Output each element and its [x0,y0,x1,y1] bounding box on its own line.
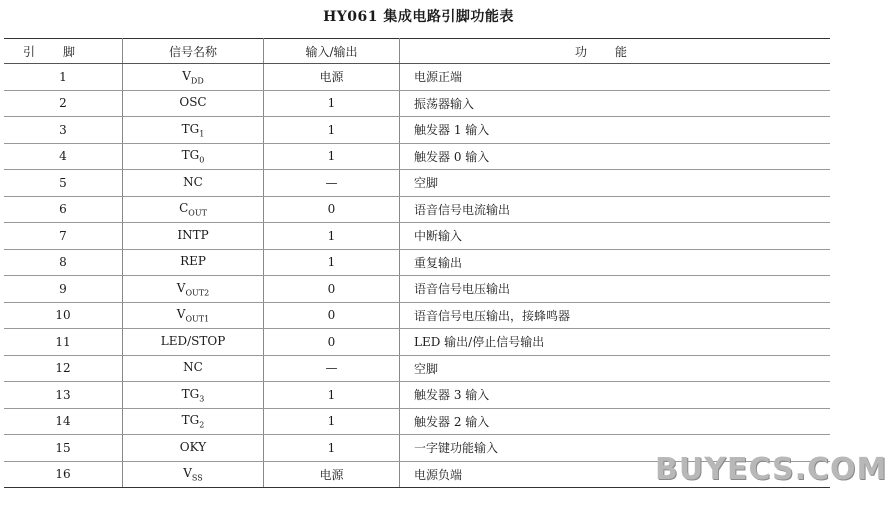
io-direction: 0 [264,329,400,356]
header-io: 输入/输出 [264,39,400,64]
signal-symbol: OSC [179,95,207,110]
pin-number: 15 [4,435,123,462]
table-row [4,196,830,223]
signal-name [123,355,264,382]
pin-function: 一字键功能输入 [400,435,831,462]
io-direction: 1 [264,90,400,117]
table-row [4,90,830,117]
signal-name [123,170,264,197]
io-direction: 1 [264,382,400,409]
pin-function: 电源正端 [400,64,831,91]
signal-name [123,382,264,409]
io-direction: — [264,355,400,382]
io-direction: 0 [264,276,400,303]
pin-function: 触发器 3 输入 [400,382,831,409]
pin-number: 13 [4,382,123,409]
pin-function: LED 输出/停止信号输出 [400,329,831,356]
pin-function: 重复输出 [400,249,831,276]
io-direction: 1 [264,143,400,170]
table-row [4,329,830,356]
pin-function: 空脚 [400,170,831,197]
signal-name [123,64,264,91]
pin-function: 振荡器输入 [400,90,831,117]
pin-function: 电源负端 [400,461,831,488]
pin-number: 6 [4,196,123,223]
table-row [4,302,830,329]
pin-function: 中断输入 [400,223,831,250]
io-direction: 0 [264,196,400,223]
table-row [4,276,830,303]
signal-name [123,408,264,435]
io-direction: — [264,170,400,197]
table-header-row [4,39,830,64]
pin-function: 触发器 2 输入 [400,408,831,435]
io-direction: 1 [264,117,400,144]
table-row [4,355,830,382]
pin-function: 触发器 0 输入 [400,143,831,170]
table-title: HY061 集成电路引脚功能表 [323,9,514,25]
table-row [4,382,830,409]
signal-symbol: TG [181,148,200,163]
signal-symbol: TG [181,121,200,136]
signal-symbol: V [182,68,191,83]
signal-symbol: V [176,280,186,295]
pin-number: 9 [4,276,123,303]
signal-symbol: NC [183,360,203,375]
pin-number: 16 [4,461,123,488]
signal-name [123,329,264,356]
io-direction: 1 [264,249,400,276]
signal-symbol: OKY [179,439,207,454]
table-row [4,249,830,276]
pin-function: 语音信号电流输出 [400,196,831,223]
pin-number: 10 [4,302,123,329]
io-direction: 1 [264,223,400,250]
signal-name [123,90,264,117]
signal-subscript: 0 [199,155,205,165]
table-row [4,117,830,144]
header-pin: 引脚 [4,39,123,64]
pin-number: 1 [4,64,123,91]
pin-function: 语音信号电压输出，接蜂鸣器 [400,302,831,329]
pin-number: 5 [4,170,123,197]
header-function: 功能 [400,39,831,64]
io-direction: 电源 [264,461,400,488]
pin-function: 语音信号电压输出 [400,276,831,303]
signal-symbol: NC [183,174,203,189]
table-row [4,223,830,250]
signal-subscript: 2 [199,420,205,430]
pin-function: 空脚 [400,355,831,382]
signal-subscript: OUT1 [185,314,210,324]
signal-subscript: SS [191,473,203,483]
signal-subscript: OUT2 [185,287,210,297]
signal-symbol: REP [180,254,206,269]
pin-number: 2 [4,90,123,117]
watermark-logo: BUYECS.COM [655,452,887,487]
signal-name [123,302,264,329]
io-direction: 电源 [264,64,400,91]
signal-symbol: TG [181,386,200,401]
signal-symbol: C [179,201,189,216]
signal-name [123,276,264,303]
pin-number: 14 [4,408,123,435]
signal-name [123,435,264,462]
pin-number: 7 [4,223,123,250]
signal-symbol: INTP [177,227,209,242]
pin-function-table [4,38,830,488]
signal-symbol: TG [181,413,200,428]
io-direction: 1 [264,408,400,435]
signal-subscript: 1 [199,128,205,138]
header-signal-name: 信号名称 [123,39,264,64]
io-direction: 1 [264,435,400,462]
pin-number: 4 [4,143,123,170]
signal-name [123,223,264,250]
signal-symbol: LED/STOP [160,333,226,348]
io-direction: 0 [264,302,400,329]
signal-name [123,461,264,488]
pin-number: 11 [4,329,123,356]
table-row [4,408,830,435]
signal-name [123,196,264,223]
signal-name [123,117,264,144]
pin-function: 触发器 1 输入 [400,117,831,144]
signal-symbol: V [183,466,192,481]
signal-subscript: OUT [188,208,207,218]
pin-number: 12 [4,355,123,382]
signal-subscript: DD [190,75,204,85]
signal-name [123,143,264,170]
table-row [4,143,830,170]
pin-number: 8 [4,249,123,276]
table-row [4,170,830,197]
signal-name [123,249,264,276]
table-row [4,64,830,91]
pin-number: 3 [4,117,123,144]
signal-subscript: 3 [199,393,205,403]
signal-symbol: V [176,307,186,322]
